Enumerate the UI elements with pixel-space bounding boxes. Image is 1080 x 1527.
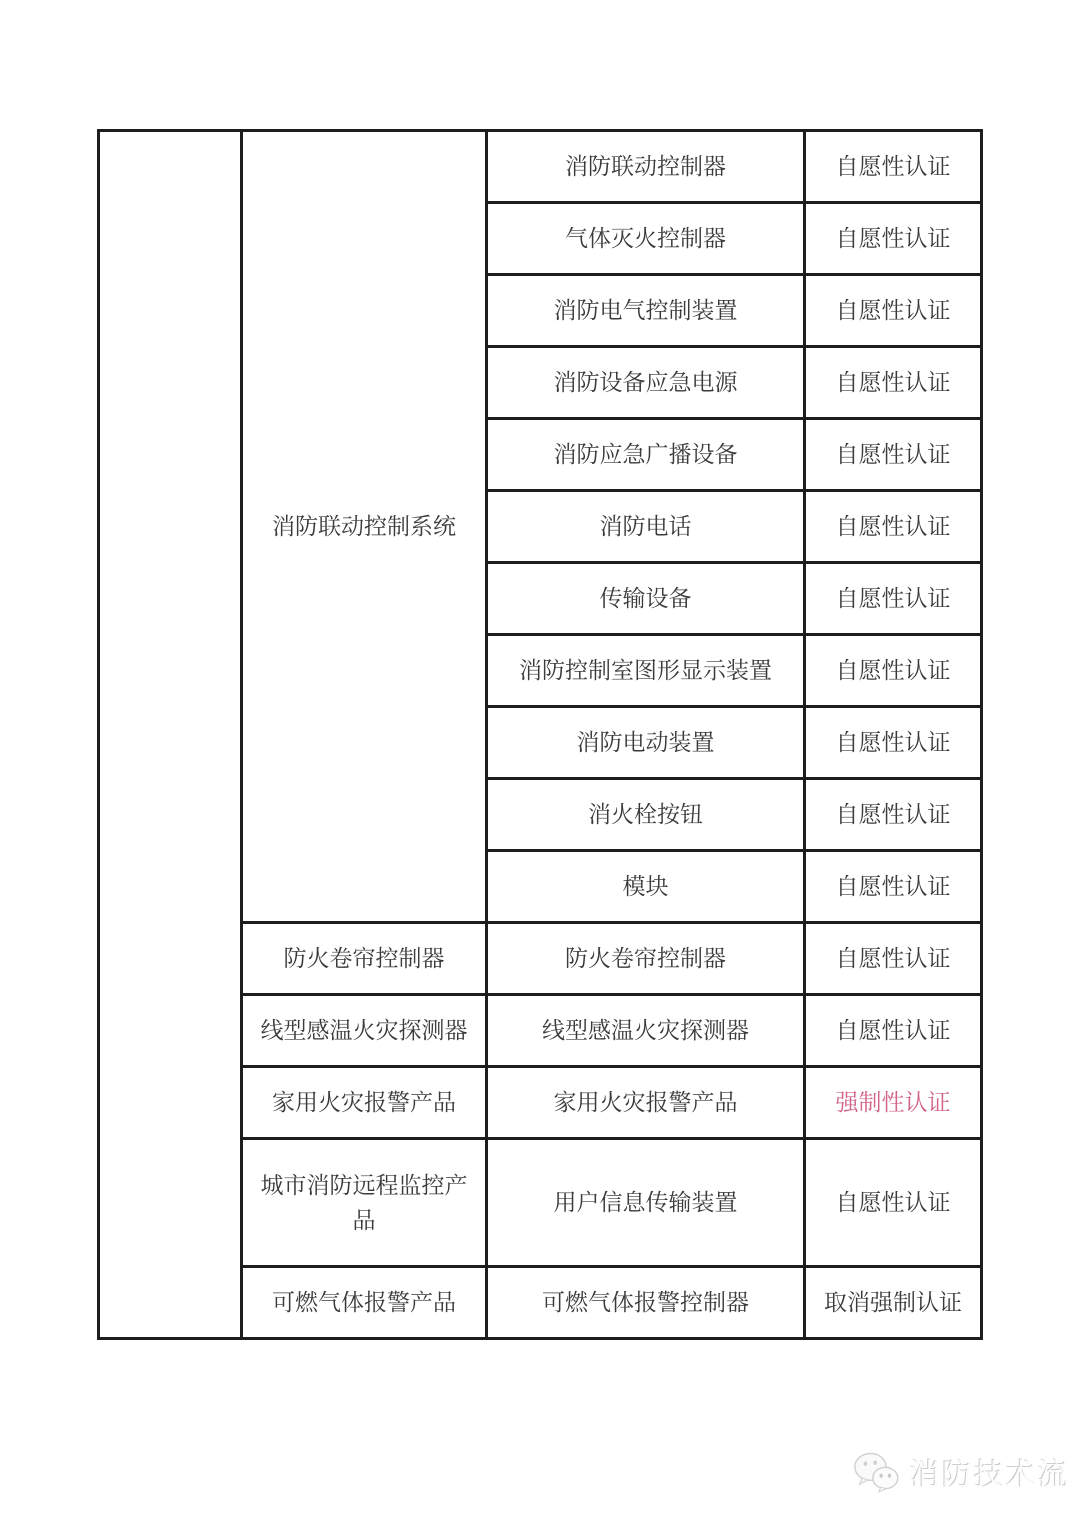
product-cell: 家用火灾报警产品	[487, 1067, 805, 1139]
certification-cell: 自愿性认证	[805, 995, 982, 1067]
product-cell: 消防设备应急电源	[487, 347, 805, 419]
watermark-label: 消防技术流	[910, 1459, 1070, 1492]
category-cell: 城市消防远程监控产品	[242, 1139, 487, 1267]
table-row	[99, 131, 982, 203]
wechat-icon	[853, 1451, 901, 1493]
certification-cell: 自愿性认证	[805, 923, 982, 995]
product-cell: 消防电话	[487, 491, 805, 563]
product-cell: 消防控制室图形显示装置	[487, 635, 805, 707]
certification-cell: 自愿性认证	[805, 491, 982, 563]
product-cell: 消防电气控制装置	[487, 275, 805, 347]
product-cell: 消防电动装置	[487, 707, 805, 779]
certification-cell: 自愿性认证	[805, 203, 982, 275]
watermark	[853, 1450, 1070, 1494]
certification-cell: 自愿性认证	[805, 1139, 982, 1267]
certification-cell-mandatory: 强制性认证	[805, 1067, 982, 1139]
certification-cell: 自愿性认证	[805, 563, 982, 635]
certification-cell: 自愿性认证	[805, 275, 982, 347]
product-cell: 传输设备	[487, 563, 805, 635]
product-cell: 模块	[487, 851, 805, 923]
product-cell: 气体灭火控制器	[487, 203, 805, 275]
product-cell: 消防联动控制器	[487, 131, 805, 203]
product-cell: 用户信息传输装置	[487, 1139, 805, 1267]
category-cell: 家用火灾报警产品	[242, 1067, 487, 1139]
product-cell: 消防应急广播设备	[487, 419, 805, 491]
product-cell: 防火卷帘控制器	[487, 923, 805, 995]
certification-cell: 自愿性认证	[805, 851, 982, 923]
category-cell: 消防联动控制系统	[242, 131, 487, 923]
certification-cell: 自愿性认证	[805, 131, 982, 203]
product-cell: 可燃气体报警控制器	[487, 1267, 805, 1339]
category-cell: 线型感温火灾探测器	[242, 995, 487, 1067]
certification-cell: 自愿性认证	[805, 635, 982, 707]
certification-cell: 自愿性认证	[805, 707, 982, 779]
certification-table	[97, 129, 983, 1340]
certification-cell: 取消强制认证	[805, 1267, 982, 1339]
category-cell: 可燃气体报警产品	[242, 1267, 487, 1339]
empty-category-cell	[99, 131, 242, 1339]
certification-cell: 自愿性认证	[805, 347, 982, 419]
category-cell: 防火卷帘控制器	[242, 923, 487, 995]
certification-cell: 自愿性认证	[805, 419, 982, 491]
product-cell: 消火栓按钮	[487, 779, 805, 851]
certification-cell: 自愿性认证	[805, 779, 982, 851]
product-cell: 线型感温火灾探测器	[487, 995, 805, 1067]
